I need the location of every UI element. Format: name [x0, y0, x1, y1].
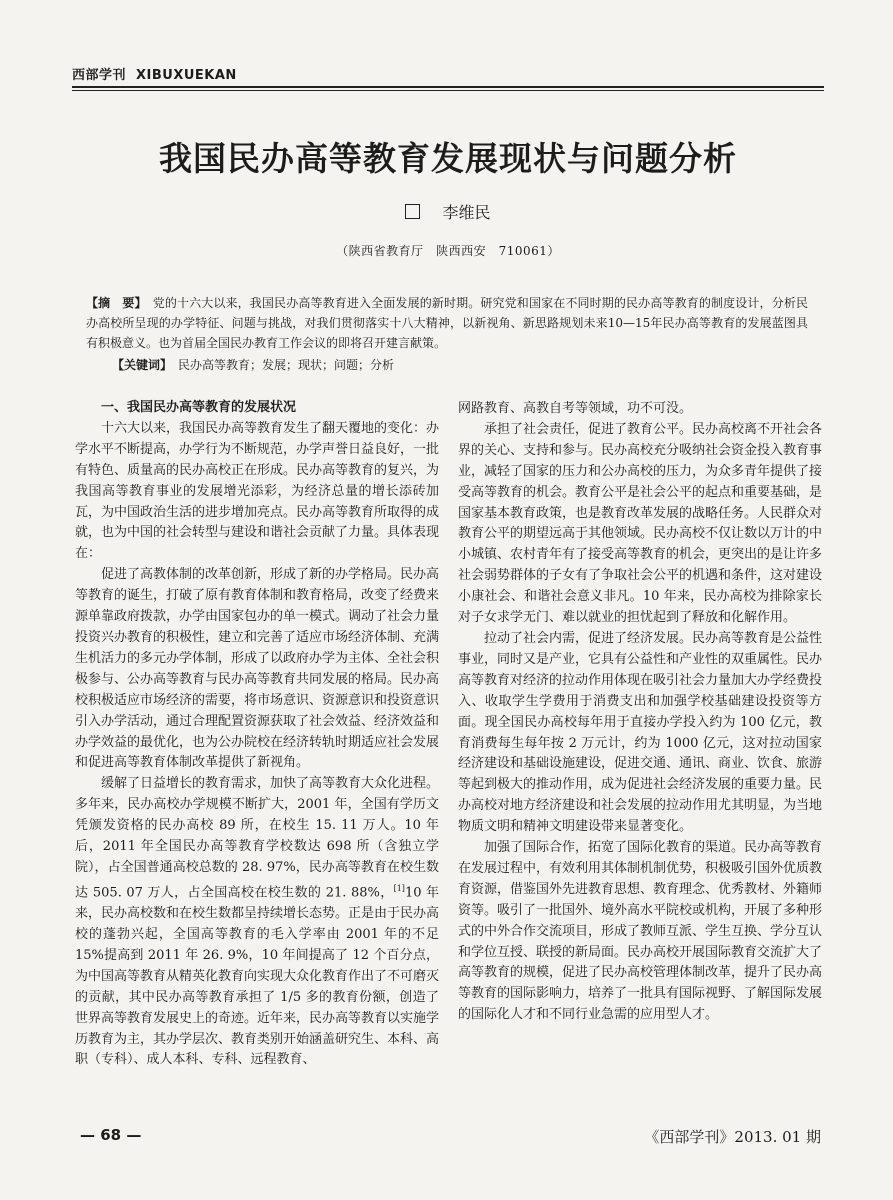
page-number: — 68 —	[80, 1126, 142, 1144]
abstract-text: 党的十六大以来，我国民办高等教育进入全面发展的新时期。研究党和国家在不同时期的民办高等教育的制度设计，分析民办高校所呈现的办学特征、问题与挑战，对我们贯彻落实十八大精神，以新视角、新思路规划未来10—15年民办高等教育的发展蓝图具有积极意义。也为首届全国民办教育工作会议的即将召开建言献策。	[86, 296, 808, 350]
paragraph: 加强了国际合作，拓宽了国际化教育的渠道。民办高等教育在发展过程中，有效利用其体制机制优势，积极吸引国外优质教育资源，借鉴国外先进教育思想、教育理念、优秀教材、外籍师资等。吸引了一批国外、境外高水平院校或机构，开展了多种形式的中外合作交流项目，形成了教师互派、学生互换、学分互认和学位互授、联授的新局面。民办高校开展国际教育交流扩大了高等教育的规模，促进了民办高校管理体制改革，提升了民办高等教育的国际影响力，培养了一批具有国际视野、了解国际发展的国际化人才和不同行业急需的应用型人才。	[458, 840, 823, 1023]
author-affiliation: （陕西省教育厅 陕西西安 710061）	[336, 244, 560, 258]
paragraph-text: 缓解了日益增长的教育需求，加快了高等教育大众化进程。多年来，民办高校办学规模不断扩大，2001 年，全国有学历文凭颁发资格的民办高校 89 所，在校生 15. 11 万人。10 年后，2011 年全国民办高等教育学校数达 698 所（含独立学院），占全国普通高校总数的 28. 97%，民办高等教育在校生数达 505. 07 万人，占全国高校在校生数的 21. 88%，	[75, 776, 440, 901]
running-header	[72, 64, 824, 83]
issue-label: 《西部学刊》2013. 01 期	[644, 1128, 821, 1146]
left-column	[75, 398, 439, 1071]
abstract	[86, 293, 808, 353]
paragraph: 十六大以来，我国民办高等教育发生了翻天覆地的变化：办学水平不断提高，办学行为不断规范，办学声誉日益良好，一批有特色、质量高的民办高校正在形成。民办高等教育的复兴，为我国高等教育事业的发展增光添彩，为经济总量的增长添砖加瓦，为中国政治生活的进步增加亮点。民办高等教育所取得的成就，也为中国的社会转型与建设和谐社会贡献了力量。具体表现在：	[75, 420, 440, 562]
header-rule-thin	[72, 90, 824, 91]
right-column	[458, 399, 822, 1026]
journal-name-cn: 西部学刊	[72, 68, 127, 83]
abstract-label: 【摘 要】	[86, 296, 147, 310]
article-title: 我国民办高等教育发展现状与问题分析	[159, 139, 737, 178]
keywords	[112, 355, 808, 375]
paragraph: 拉动了社会内需，促进了经济发展。民办高等教育是公益性事业，同时又是产业，它具有公益性和产业性的双重属性。民办高等教育对经济的拉动作用体现在吸引社会力量加大办学经费投入、收取学生学费用于消费支出和加强学校基础建设投资等方面。现全国民办高校每年用于直接办学投入约为 100 亿元，教育消费每生每年按 2 万元计，约为 1000 亿元，这对拉动国家经济建设和基础设施建设，促进交通、通讯、商业、饮食、旅游等起到极大的推动作用，成为促进社会经济发展的重要力量。民办高校对地方经济建设和社会发展的拉动作用尤其明显，为当地物质文明和精神文明建设带来显著变化。	[458, 630, 823, 835]
square-icon	[405, 204, 420, 219]
paragraph: 促进了高教体制的改革创新，形成了新的办学格局。民办高等教育的诞生，打破了原有教育体制和教育格局，改变了经费来源单靠政府拨款，办学由国家包办的单一模式。调动了社会力量投资兴办教育的积极性，建立和完善了适应市场经济体制、充满生机活力的多元办学体制，形成了以政府办学为主体、全社会积极参与、公办高等教育与民办高等教育共同发展的格局。民办高校积极适应市场经济的需要，将市场意识、资源意识和投资意识引入办学活动，通过合理配置资源获取了社会效益、经济效益和办学效益的最优化，也为公办院校在经济转轨时期适应社会发展和促进高等教育体制改革提供了新视角。	[75, 567, 440, 771]
citation-marker: [1]	[393, 883, 405, 893]
header-rule	[72, 86, 824, 88]
paragraph-text: 10 年来，民办高校数和在校生数都呈持续增长态势。正是由于民办高校的蓬勃兴起，全国高等教育的毛入学率由 2001 年的不足 15%提高到 2011 年 26. 9%，10 年间提高了 12 个百分点，为中国高等教育从精英化教育向实现大众化教育作出了不可磨灭的贡献，其中民办高等教育承担了 1/5 多的教育份额，创造了世界高等教育发展史上的奇迹。近年来，民办高等教育以实施学历教育为主，其办学层次、教育类别开始涵盖研究生、本科、高职（专科）、成人本科、专科、远程教育、	[75, 885, 440, 1068]
keywords-text: 民办高等教育；发展；现状；问题；分析	[178, 358, 395, 372]
author-name: 李维民	[442, 203, 491, 222]
paragraph	[75, 774, 439, 1071]
paragraph: 承担了社会责任，促进了教育公平。民办高校离不开社会各界的关心、支持和参与。民办高校充分吸纳社会资金投入教育事业，减轻了国家的压力和公办高校的压力，为众多青年提供了接受高等教育的机会。教育公平是社会公平的起点和重要基础，是国家基本教育政策，也是教育改革发展的战略任务。人民群众对教育公平的期望远高于其他领域。民办高校不仅让数以万计的中小城镇、农村青年有了接受高等教育的机会，更突出的是让许多社会弱势群体的子女有了争取社会公平的机遇和条件，这对建设小康社会、和谐社会意义非凡。10 年来，民办高校为排除家长对子女求学无门、难以就业的担忧起到了释放和化解作用。	[458, 421, 823, 626]
paragraph: 网路教育、高教自考等领域，功不可没。	[458, 401, 693, 416]
section-heading: 一、我国民办高等教育的发展状况	[101, 400, 297, 415]
author-line	[72, 200, 824, 223]
journal-name-en: XIBUXUEKAN	[136, 68, 237, 83]
keywords-label: 【关键词】	[112, 358, 173, 372]
